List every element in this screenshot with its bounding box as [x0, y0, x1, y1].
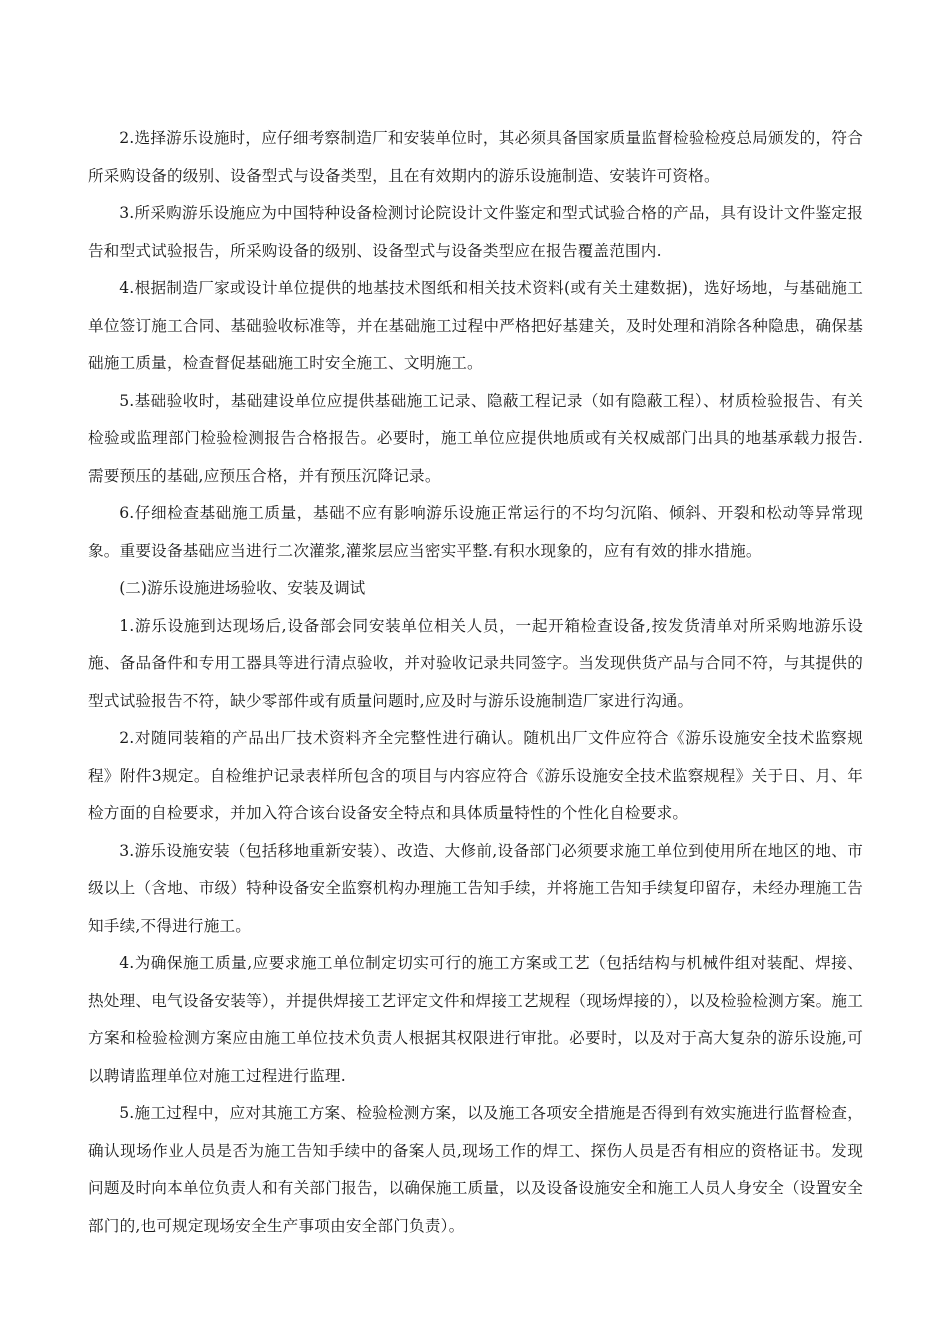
- section-paragraph-1: 1.游乐设施到达现场后,设备部会同安装单位相关人员，一起开箱检查设备,按发货清单对所采购地游乐设施、备品备件和专用工器具等进行清点验收，并对验收记录共同签字。当发现供货产品与合同不符，与其提供的型式试验报告不符，缺少零部件或有质量问题时,应及时与游乐设施制造厂家进行沟通。: [88, 616, 863, 710]
- paragraph-3: 3.所采购游乐设施应为中国特种设备检测讨论院设计文件鉴定和型式试验合格的产品，具有设计文件鉴定报告和型式试验报告，所采购设备的级别、设备型式与设备类型应在报告覆盖范围内.: [88, 204, 863, 260]
- section-paragraph-5: 5.施工过程中，应对其施工方案、检验检测方案，以及施工各项安全措施是否得到有效实施进行监督检查，确认现场作业人员是否为施工告知手续中的备案人员,现场工作的焊工、探伤人员是否有相应的资格证书。发现问题及时向本单位负责人和有关部门报告，以确保施工质量，以及设备设施安全和施工人员人身安全（设置安全部门的,也可规定现场安全生产事项由安全部门负责）。: [88, 1104, 863, 1235]
- paragraph-5: 5.基础验收时，基础建设单位应提供基础施工记录、隐蔽工程记录（如有隐蔽工程）、材质检验报告、有关检验或监理部门检验检测报告合格报告。必要时，施工单位应提供地质或有关权威部门出具的地基承载力报告.需要预压的基础,应预压合格，并有预压沉降记录。: [88, 391, 863, 485]
- paragraph-2: 2.选择游乐设施时，应仔细考察制造厂和安装单位时，其必须具备国家质量监督检验检疫总局颁发的，符合所采购设备的级别、设备型式与设备类型，且在有效期内的游乐设施制造、安装许可资格。: [88, 129, 863, 185]
- section-paragraph-4: 4.为确保施工质量,应要求施工单位制定切实可行的施工方案或工艺（包括结构与机械件组对装配、焊接、热处理、电气设备安装等），并提供焊接工艺评定文件和焊接工艺规程（现场焊接的），以及检验检测方案。施工方案和检验检测方案应由施工单位技术负责人根据其权限进行审批。必要时，以及对于高大复杂的游乐设施,可以聘请监理单位对施工过程进行监理.: [88, 954, 863, 1085]
- paragraph-4: 4.根据制造厂家或设计单位提供的地基技术图纸和相关技术资料(或有关土建数据)，选好场地，与基础施工单位签订施工合同、基础验收标准等，并在基础施工过程中严格把好基建关，及时处理和消除各种隐患，确保基础施工质量，检查督促基础施工时安全施工、文明施工。: [88, 279, 863, 372]
- document-body: [88, 120, 863, 1245]
- section-heading: (二)游乐设施进场验收、安装及调试: [119, 579, 366, 597]
- section-paragraph-3: 3.游乐设施安装（包括移地重新安装）、改造、大修前,设备部门必须要求施工单位到使用所在地区的地、市级以上（含地、市级）特种设备安全监察机构办理施工告知手续，并将施工告知手续复印留存，未经办理施工告知手续,不得进行施工。: [88, 841, 863, 935]
- section-paragraph-2: 2.对随同装箱的产品出厂技术资料齐全完整性进行确认。随机出厂文件应符合《游乐设施安全技术监察规程》附件3规定。自检维护记录表样所包含的项目与内容应符合《游乐设施安全技术监察规程》关于日、月、年检方面的自检要求，并加入符合该台设备安全特点和具体质量特性的个性化自检要求。: [88, 729, 863, 822]
- paragraph-6: 6.仔细检查基础施工质量，基础不应有影响游乐设施正常运行的不均匀沉陷、倾斜、开裂和松动等异常现象。重要设备基础应当进行二次灌浆,灌浆层应当密实平整.有积水现象的，应有有效的排水措施。: [88, 504, 863, 560]
